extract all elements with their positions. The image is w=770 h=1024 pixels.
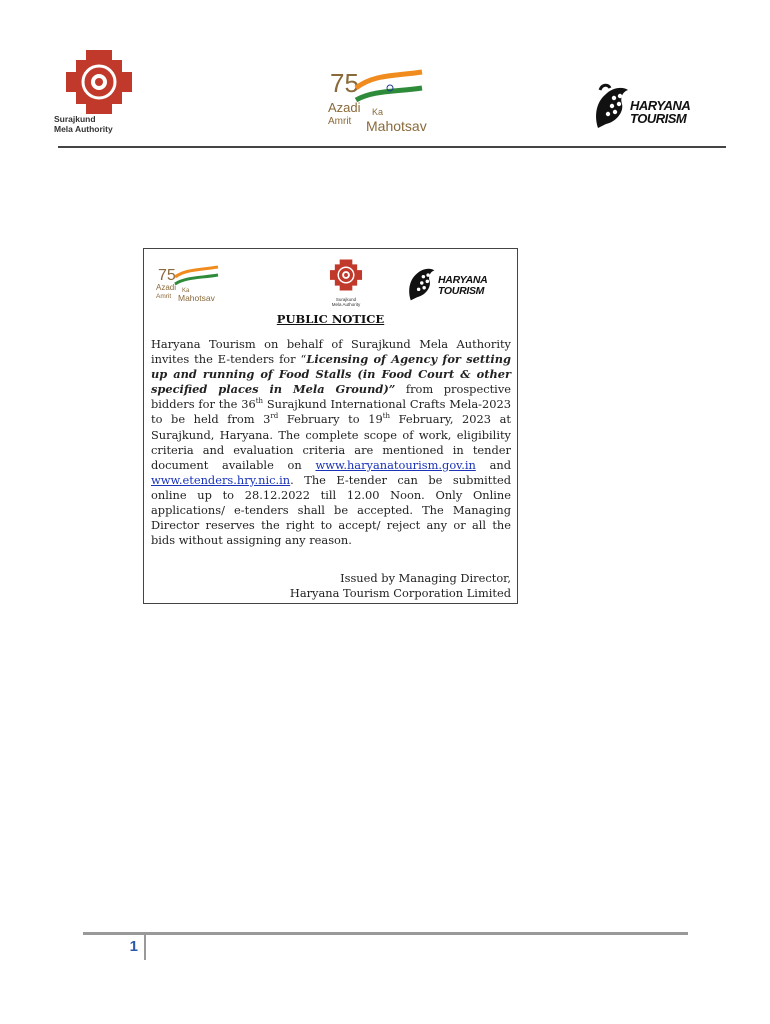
notice-ka-word: Ka <box>182 288 190 294</box>
notice-surajkund-line2: Mela Authority <box>331 302 361 307</box>
body-text-2: from prospective bidders for the 36 <box>151 382 511 412</box>
body-text-7: . The E-tender can be submitted online up to 28.12.2022 till 12.00 Noon. Only Online applications/ e-tenders shall be accepted. The Managing Director reserves the right to accept/ reject any or all the bids without assigning any reason. <box>151 472 511 548</box>
ka-word: Ka <box>372 107 384 117</box>
notice-tourism-word: TOURISM <box>438 285 485 297</box>
notice-haryana-word: HARYANA <box>438 274 488 286</box>
notice-mahotsav-word: Mahotsav <box>178 293 215 303</box>
haryana-tourism-logo <box>592 82 708 130</box>
notice-surajkund-logo <box>326 259 366 311</box>
ordinal-th: th <box>255 397 264 406</box>
body-text-6: and <box>475 457 511 472</box>
notice-signature <box>151 571 511 601</box>
notice-surajkund-line1: Surajkund <box>335 297 357 302</box>
notice-heading: PUBLIC NOTICE <box>276 312 385 326</box>
surajkund-logo-line1: Surajkund <box>54 114 96 124</box>
signature-line1: Issued by Managing Director, <box>340 571 511 585</box>
public-notice-box <box>143 248 518 604</box>
mahotsav-word: Mahotsav <box>366 118 427 134</box>
tender-title: Licensing of Agency for setting up and running of Food Stalls (in Food Court & other specified places in Mela Ground)” <box>151 352 511 397</box>
svg-text:75: 75 <box>158 267 176 284</box>
peacock-icon <box>592 82 630 130</box>
haryana-word: HARYANA <box>630 98 691 113</box>
ordinal-rd: rd <box>270 412 279 421</box>
notice-body <box>151 337 511 548</box>
signature-line2: Haryana Tourism Corporation Limited <box>289 586 511 601</box>
surajkund-emblem-icon <box>329 259 363 291</box>
etenders-link[interactable]: www.etenders.hry.nic.in <box>151 472 291 487</box>
body-text-1: Haryana Tourism on behalf of Surajkund Mela Authority invites the E-tenders for “ <box>151 337 511 367</box>
haryanatourism-link[interactable]: www.haryanatourism.gov.in <box>315 457 476 472</box>
svg-text:75: 75 <box>330 68 359 98</box>
amrit-word: Amrit <box>328 116 352 127</box>
footer-vertical-divider <box>144 933 146 960</box>
ordinal-th-2: th <box>382 412 391 421</box>
surajkund-mela-authority-logo <box>54 50 148 142</box>
notice-azadi-logo <box>156 265 230 305</box>
body-text-5: February, 2023 at Surajkund, Haryana. The complete scope of work, eligibility criteria and evaluation criteria are mentioned in tender document available on <box>151 412 512 472</box>
surajkund-logo-line2: Mela Authority <box>54 124 113 134</box>
notice-haryana-tourism-logo <box>406 263 506 303</box>
surajkund-emblem-icon <box>64 50 134 114</box>
footer-divider <box>83 932 688 935</box>
notice-amrit-word: Amrit <box>156 293 172 300</box>
body-text-3: Surajkund International Crafts Mela-2023 to be held from 3 <box>151 397 511 427</box>
azadi-word: Azadi <box>328 100 361 115</box>
page-number: 1 <box>129 938 138 955</box>
notice-azadi-word: Azadi <box>156 283 177 292</box>
tourism-word: TOURISM <box>630 111 687 126</box>
peacock-icon <box>406 263 436 303</box>
flag-75-icon <box>330 68 430 104</box>
header-divider <box>58 146 726 148</box>
body-text-4: February to 19 <box>278 412 383 427</box>
azadi-ka-amrit-mahotsav-logo <box>326 66 448 138</box>
